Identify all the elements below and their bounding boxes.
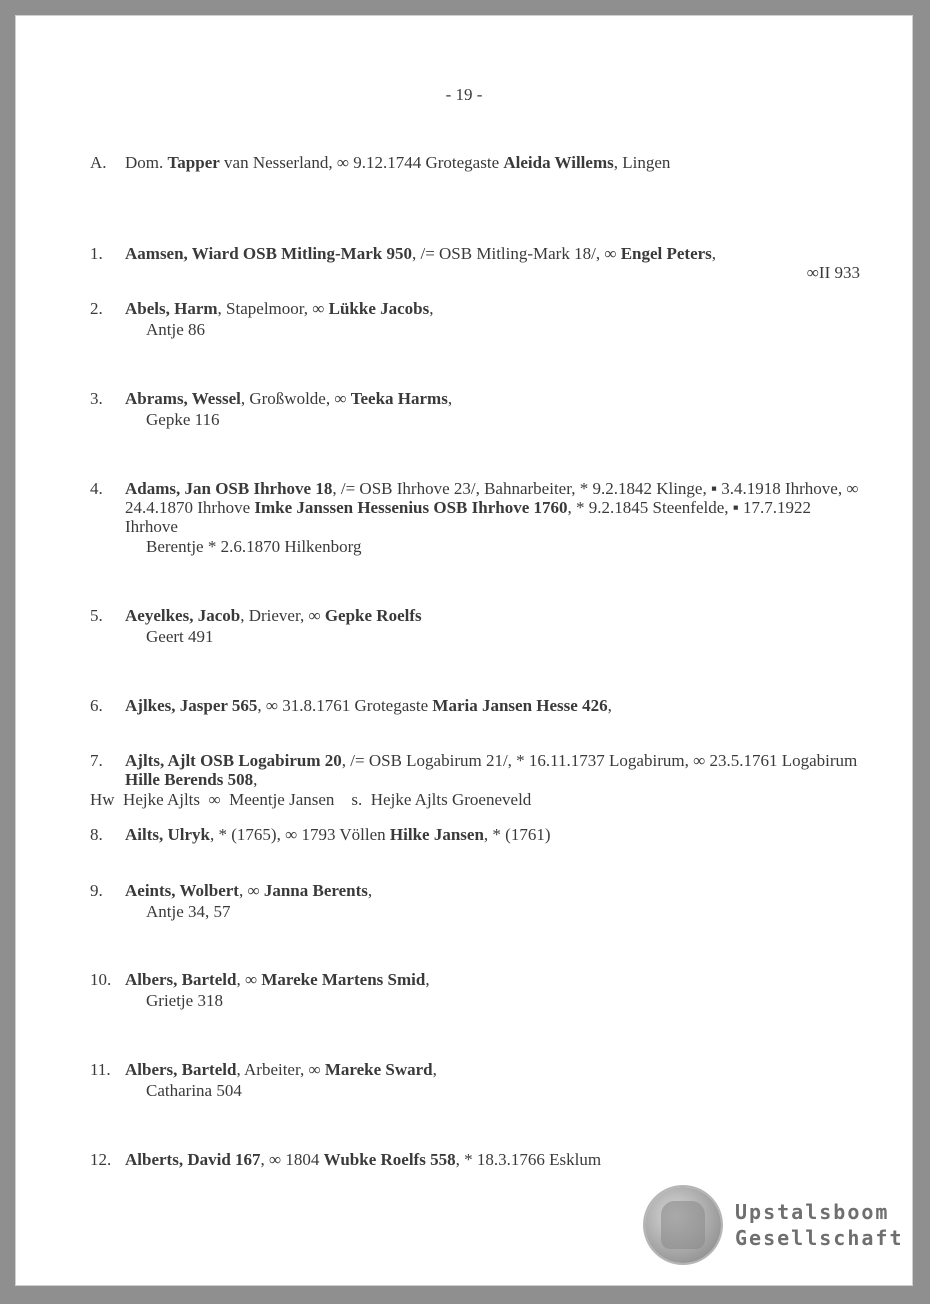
- entry-4: [90, 479, 860, 536]
- entry-text: [125, 153, 860, 172]
- entry-8: [90, 825, 860, 844]
- entry-detail: ,: [711, 244, 717, 263]
- entry-name-bold: Abrams, Wessel: [125, 389, 241, 408]
- entry-number: 9.: [90, 881, 103, 900]
- entry-detail: , /= OSB Logabirum 21/, * 16.11.1737 Logabirum, ∞ 23.5.1761 Logabirum: [341, 751, 858, 770]
- entry-detail: ,: [425, 970, 430, 989]
- entry-name-bold: Hille Berends 508: [125, 770, 254, 789]
- seal-emblem: [645, 1187, 721, 1263]
- entry-10-child: Grietje 318: [146, 991, 223, 1010]
- entry-number: 8.: [90, 825, 103, 844]
- society-logo: [645, 1187, 904, 1263]
- entry-detail: , ∞ 31.8.1761 Grotegaste: [257, 696, 433, 715]
- entry-detail: van Nesserland, ∞ 9.12.1744 Grotegaste: [219, 153, 504, 172]
- entry-name-bold: Abels, Harm: [125, 299, 218, 318]
- entry-detail: , * (1761): [483, 825, 551, 844]
- entry-detail: , Stapelmoor, ∞: [217, 299, 329, 318]
- entry-name-bold: Janna Berents: [263, 881, 368, 900]
- entry-detail: , Großwolde, ∞: [240, 389, 351, 408]
- entry-1: [90, 244, 860, 282]
- entry-text: [125, 606, 860, 625]
- entry-name-bold: Engel Peters: [620, 244, 712, 263]
- entry-2-child: Antje 86: [146, 320, 206, 339]
- entry-name-bold: Ailts, Ulryk: [125, 825, 210, 844]
- entry-name-bold: Lükke Jacobs: [328, 299, 430, 318]
- entry-number: 3.: [90, 389, 103, 408]
- entry-text: [125, 1060, 860, 1079]
- entry-detail: , Arbeiter, ∞: [236, 1060, 325, 1079]
- entry-5-child: Geert 491: [146, 627, 214, 646]
- entry-name-bold: Alberts, David 167: [125, 1150, 261, 1169]
- entry-detail: , * (1765), ∞ 1793 Völlen: [210, 825, 390, 844]
- entry-text: [125, 479, 860, 536]
- entry-text: [125, 244, 860, 282]
- entry-5: [90, 606, 860, 625]
- entry-name-bold: Albers, Barteld: [125, 1060, 237, 1079]
- entry-name-bold: Teeka Harms: [350, 389, 448, 408]
- entry-name-bold: Maria Jansen Hesse 426: [432, 696, 608, 715]
- entry-name-bold: Adams, Jan OSB Ihrhove 18: [125, 479, 333, 498]
- entry-detail: ,: [253, 770, 258, 789]
- entry-name-bold: Imke Janssen Hessenius OSB Ihrhove 1760: [254, 498, 568, 517]
- entry-number: 6.: [90, 696, 103, 715]
- entry-7: [90, 751, 860, 789]
- entry-text: [125, 299, 860, 318]
- entry-number: 10.: [90, 970, 112, 989]
- entry-detail: Dom.: [125, 153, 168, 172]
- document-page: [15, 15, 913, 1286]
- entry-detail: , ∞: [236, 970, 262, 989]
- entry-detail: , ∞: [238, 881, 264, 900]
- entry-name-bold: Mareke Martens Smid: [261, 970, 426, 989]
- entry-number: 7.: [90, 751, 103, 770]
- entry-text: [125, 1150, 860, 1169]
- entry-detail: , /= OSB Mitling-Mark 18/, ∞: [411, 244, 621, 263]
- logo-text: [735, 1199, 904, 1251]
- page-number: - 19 -: [445, 85, 483, 104]
- entry-detail: , Lingen: [613, 153, 671, 172]
- entry-number: A.: [90, 153, 107, 172]
- logo-line-1: Upstalsboom: [735, 1200, 890, 1224]
- entry-text: [125, 389, 860, 408]
- entry-10: [90, 970, 860, 989]
- entry-text: [125, 881, 860, 900]
- entry-name-bold: Aeints, Wolbert: [125, 881, 239, 900]
- entry-name-bold: Ajlkes, Jasper 565: [125, 696, 258, 715]
- entry-text: [125, 970, 860, 989]
- entry-name-bold: Gepke Roelfs: [324, 606, 422, 625]
- entry-detail: , ∞ 1804: [260, 1150, 324, 1169]
- entry-detail: ,: [429, 299, 434, 318]
- entry-number: 1.: [90, 244, 103, 263]
- entry-detail: ,: [367, 881, 373, 900]
- entry-2: [90, 299, 860, 318]
- entry-detail: , * 18.3.1766 Esklum: [455, 1150, 602, 1169]
- entry-tail: ∞II 933: [806, 263, 860, 282]
- entry-name-bold: Mareke Sward: [324, 1060, 433, 1079]
- entry-11-child: Catharina 504: [146, 1081, 242, 1100]
- entry-name-bold: Aleida Willems: [503, 153, 614, 172]
- entry-detail: , Driever, ∞: [240, 606, 325, 625]
- entry-text: [125, 825, 860, 844]
- entry-number: 11.: [90, 1060, 111, 1079]
- entry-name-bold: Albers, Barteld: [125, 970, 237, 989]
- entry-number: 5.: [90, 606, 103, 625]
- entry-number: 12.: [90, 1150, 112, 1169]
- entry-name-bold: Aamsen, Wiard OSB Mitling-Mark 950: [125, 244, 412, 263]
- entry-name-bold: Aeyelkes, Jacob: [125, 606, 241, 625]
- entry-name-bold: Ajlts, Ajlt OSB Logabirum 20: [125, 751, 342, 770]
- entry-number: 4.: [90, 479, 103, 498]
- entry-number: 2.: [90, 299, 103, 318]
- entry-3-child: Gepke 116: [146, 410, 220, 429]
- entry-4-child: Berentje * 2.6.1870 Hilkenborg: [146, 537, 362, 556]
- entry-3: [90, 389, 860, 408]
- entry-12: [90, 1150, 860, 1169]
- entry-name-bold: Tapper: [167, 153, 220, 172]
- entry-9-child: Antje 34, 57: [146, 902, 231, 921]
- entry-detail: , * 9.2.1845 Steenfelde, ▪ 17.7.1922 Ihrhove: [125, 498, 812, 536]
- entry-detail: , /= OSB Ihrhove 23/, Bahnarbeiter, * 9.2.1842 Klinge, ▪ 3.4.1918 Ihrhove, ∞ 24.4.1870 Ihrhove: [125, 479, 859, 517]
- entry-name-bold: Wubke Roelfs 558: [323, 1150, 456, 1169]
- entry-11: [90, 1060, 860, 1079]
- entry-text: [125, 751, 860, 789]
- entry-detail: ,: [607, 696, 612, 715]
- entry-detail: ,: [447, 389, 453, 408]
- entry-6: [90, 696, 860, 715]
- entry-a: [90, 153, 860, 172]
- logo-line-2: Gesellschaft: [735, 1226, 904, 1250]
- entry-text: [125, 696, 860, 715]
- entry-detail: ,: [432, 1060, 437, 1079]
- hw-line: Hw Hejke Ajlts ∞ Meentje Jansen s. Hejke Ajlts Groeneveld: [90, 790, 532, 809]
- entry-9: [90, 881, 860, 900]
- entry-name-bold: Hilke Jansen: [389, 825, 484, 844]
